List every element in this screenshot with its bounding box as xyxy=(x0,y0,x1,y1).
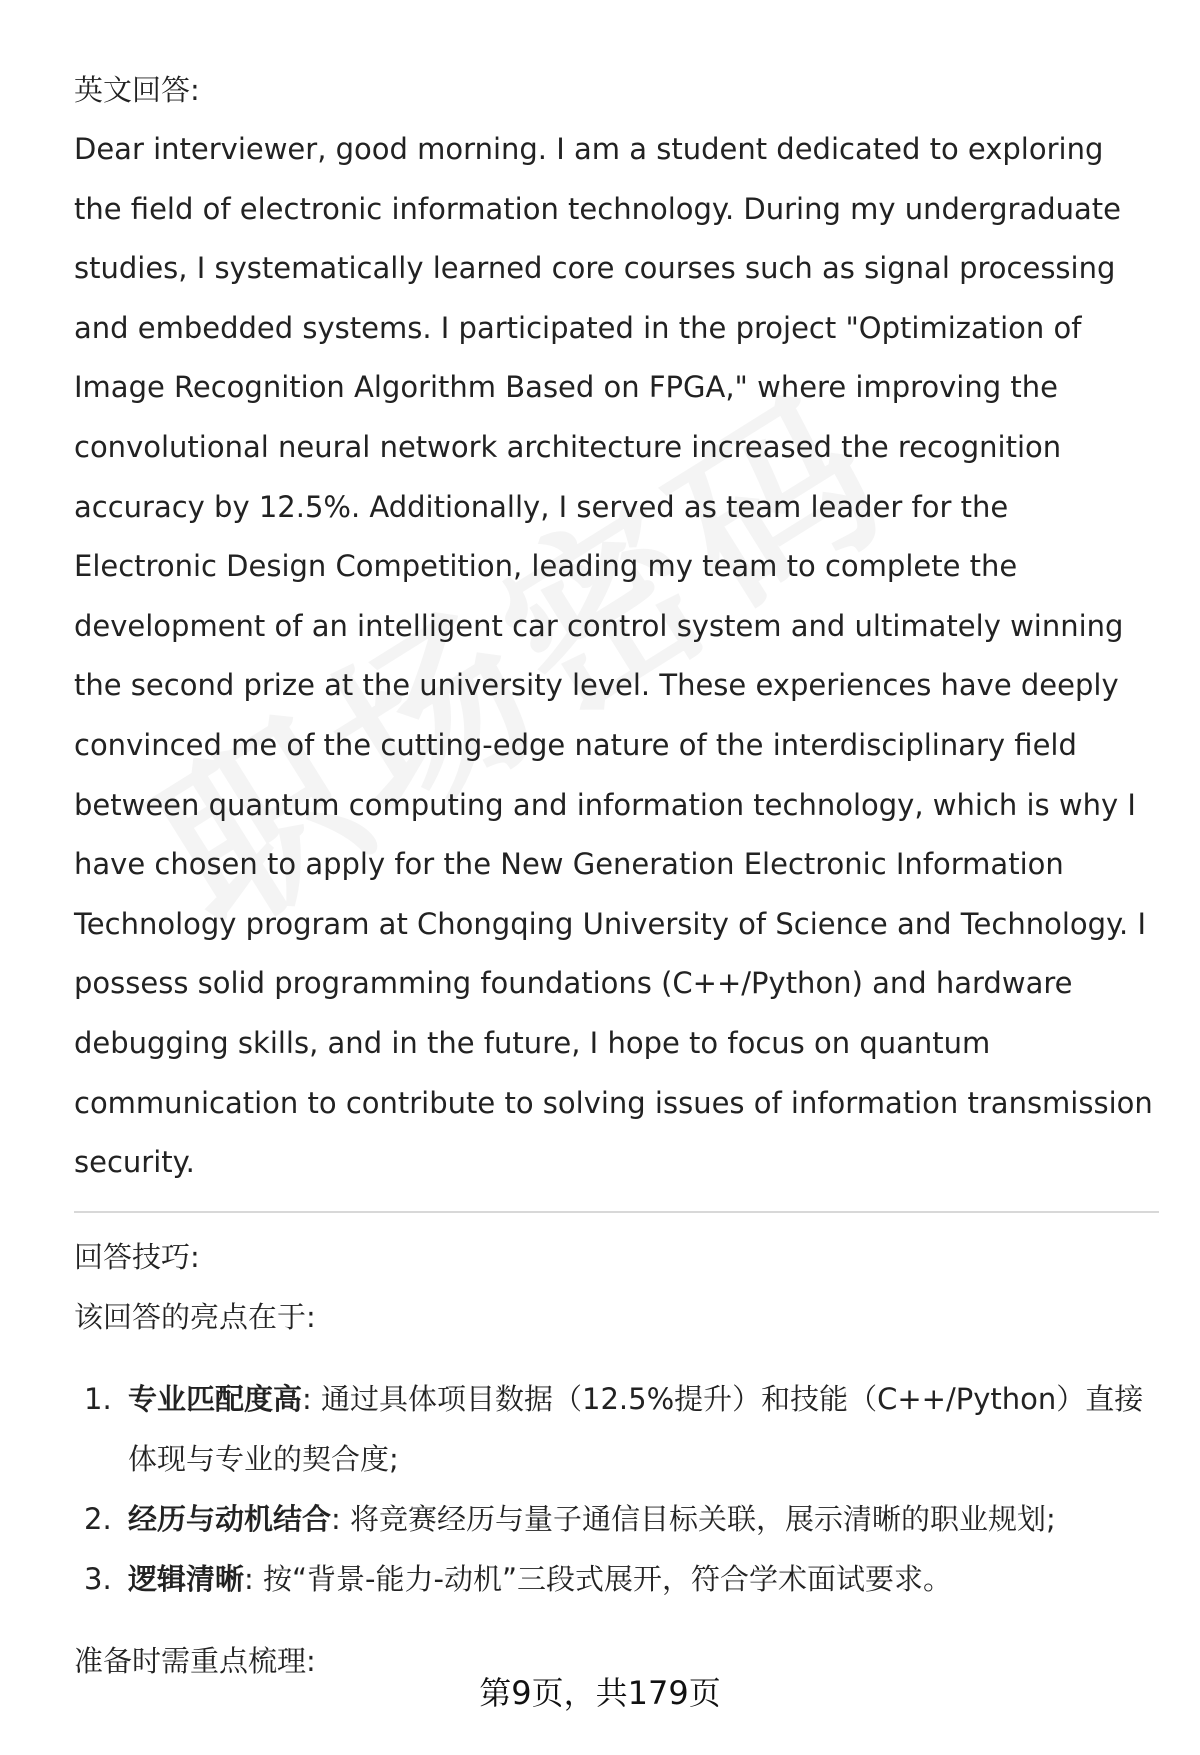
list-item-number: 3. xyxy=(84,1561,112,1596)
tips-list xyxy=(74,1369,1159,1609)
tips-intro: 该回答的亮点在于: xyxy=(74,1299,316,1334)
list-item xyxy=(74,1369,1159,1489)
prep-label: 准备时需重点梳理: xyxy=(74,1643,316,1678)
answer-label: 英文回答: xyxy=(74,73,200,107)
list-item xyxy=(74,1549,1159,1609)
list-item-number: 1. xyxy=(84,1381,112,1416)
list-item-title: 逻辑清晰 xyxy=(128,1561,245,1596)
page-content xyxy=(74,60,1159,1720)
list-item-text: : 通过具体项目数据（12.5%提升）和技能（C++/Python）直接体现与专业的契合度; xyxy=(128,1381,1144,1476)
list-item xyxy=(74,1489,1159,1549)
answer-paragraph: Dear interviewer, good morning. I am a student dedicated to exploring the field of electronic information technology. During my undergraduate studies, I systematically learned core courses such as signal processing and embedded systems. I participated in the project "Optimization of Image Recognition Algorithm Based on FPGA," where improving the convolutional neural network architecture increased the recognition accuracy by 12.5%. Additionally, I served as team leader for the Electronic Design Competition, leading my team to complete the development of an intelligent car control system and ultimately winning the second prize at the university level. These experiences have deeply convinced me of the cutting-edge nature of the interdisciplinary field between quantum computing and information technology, which is why I have chosen to apply for the New Generation Electronic Information Technology program at Chongqing University of Science and Technology. I possess solid programming foundations (C++/Python) and hardware debugging skills, and in the future, I hope to focus on quantum communication to contribute to solving issues of information transmission security. xyxy=(74,132,1153,1180)
section-divider xyxy=(74,1211,1159,1213)
list-item-title: 经历与动机结合 xyxy=(128,1501,332,1536)
list-item-number: 2. xyxy=(84,1501,112,1536)
list-item-text: : 按“背景-能力-动机”三段式展开，符合学术面试要求。 xyxy=(244,1561,952,1596)
list-item-text: : 将竞赛经历与量子通信目标关联，展示清晰的职业规划; xyxy=(331,1501,1056,1536)
page-indicator: 第9页，共179页 xyxy=(479,1674,721,1712)
list-item-title: 专业匹配度高 xyxy=(128,1381,303,1416)
tips-label: 回答技巧: xyxy=(74,1239,200,1274)
